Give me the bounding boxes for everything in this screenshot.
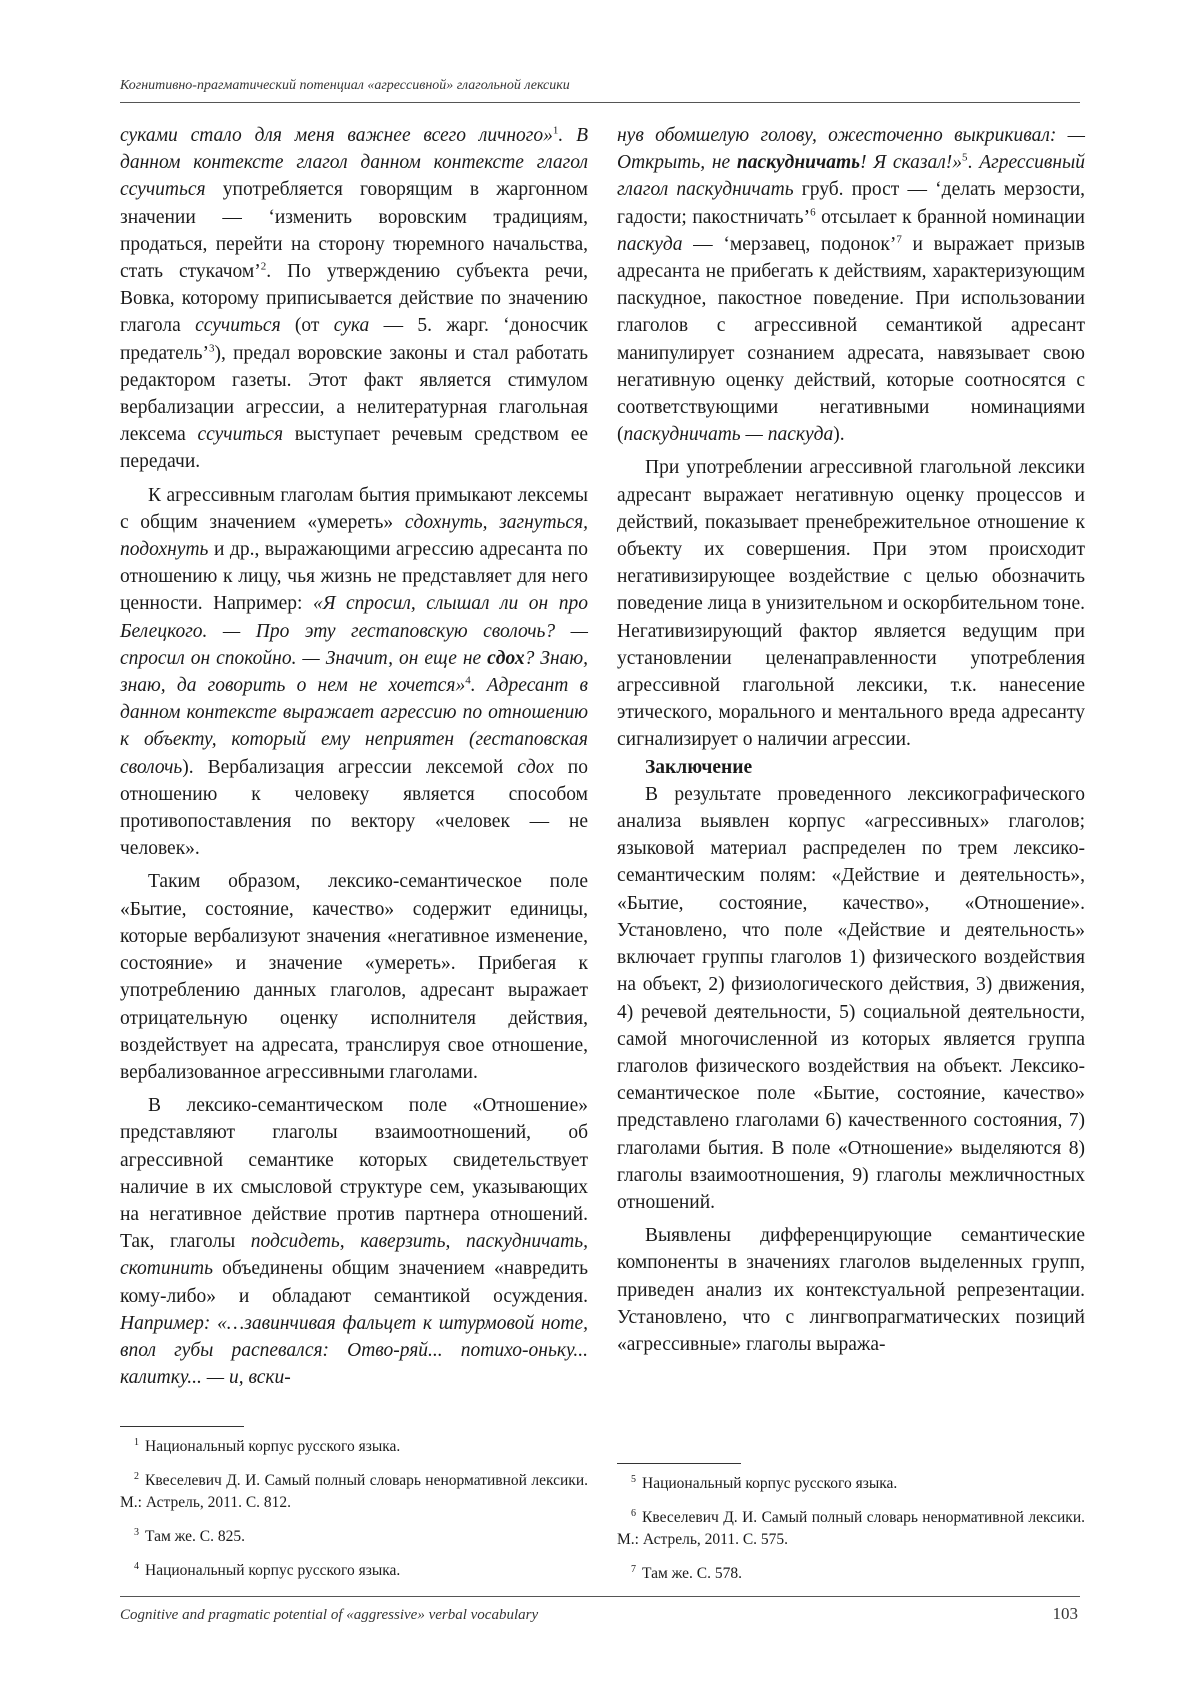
footnotes-right (617, 1473, 1085, 1597)
page-number: 103 (1052, 1604, 1078, 1623)
header-rule (120, 102, 1080, 103)
paragraph: нув обомшелую голову, ожесточенно выкрикивал: — Открыть, не паскудничать! Я сказал!»$^5$. Агрессивный глагол паскудничать груб. прост — ‘делать мерзости, гадости; пакостничать’$^6$ отсылает к бранной номинации паскуда — ‘мерзавец, подонок’$^7$ и выражает призыв адресанта не прибегать к действиям, характеризующим паскудное, пакостное поведение. При использовании глаголов с агрессивной семантикой адресант манипулирует сознанием адресата, навязывает свою негативную оценку действий, которые соотносятся с соответствующими негативными номинациями (паскудничать — паскуда). (617, 125, 1086, 446)
paragraph: Выявлены дифференцирующие семантические компоненты в значениях глаголов выделенных групп, приведен анализ их контекстуальной репрезентации. Установлено, что с лингвопрагматических позиций «агрессивные» глаголы выража- (617, 1225, 1085, 1355)
right-column (617, 122, 1085, 1358)
paragraph: суками стало для меня важнее всего личного»$^1$. В данном контексте глагол данном контексте глагол ссучиться употребляется говорящим в жаргонном значении — ‘изменить воровским традициям, продаться, перейти на сторону тюремного начальства, стать стукачом’$^2$. По утверждению субъекта речи, Вовка, которому приписывается действие по значению глагола ссучиться (от сука — 5. жарг. ‘доносчик предатель’$^3$), предал воровские законы и стал работать редактором газеты. Этот факт является стимулом вербализации агрессии, а нелитературная глагольная лексема ссучиться выступает речевым средством ее передачи. (120, 124, 588, 473)
footnote: $^5$ Национальный корпус русского языка. (631, 1473, 898, 1492)
footnote-rule (120, 1426, 244, 1427)
running-footer: Cognitive and pragmatic potential of «aggressive» verbal vocabulary (120, 1607, 539, 1623)
footnote: $^6$ Квеселевич Д. И. Самый полный словарь ненормативной лексики. М.: Астрель, 2011. С. 575. (617, 1507, 1085, 1548)
footnote: $^7$ Там же. С. 578. (631, 1563, 742, 1582)
paragraph: В лексико-семантическом поле «Отношение» представляют глаголы взаимоотношений, об агрессивной семантике которых свидетельствует наличие в их смысловой структуре сем, указывающих на негативное действие против партнера отношений. Так, глаголы подсидеть, каверзить, паскудничать, скотинить объединены общим значением «навредить кому-либо» и обладают семантикой осуждения. Например: «…завинчивая фальцет к штурмовой ноте, впол губы распевался: Отво-ряй... потихо-оньку... калитку... — и, вски- (120, 1095, 588, 1389)
footnote-rule (617, 1463, 741, 1464)
footnote: $^3$ Там же. С. 825. (134, 1526, 245, 1545)
footnote: $^4$ Национальный корпус русского языка. (134, 1560, 401, 1579)
footnotes-left (120, 1436, 588, 1594)
footnote: $^1$ Национальный корпус русского языка. (134, 1436, 401, 1455)
footnote: $^2$ Квеселевич Д. И. Самый полный словарь ненормативной лексики. М.: Астрель, 2011. С. 812. (120, 1470, 588, 1511)
paragraph: При употреблении агрессивной глагольной лексики адресант выражает негативную оценку процессов и действий, показывает пренебрежительное отношение к объекту их совершения. При этом происходит негативизирующее воздействие с целью обозначить поведение лица в унизительном и оскорбительном тоне. Негативизирующий фактор является ведущим при установлении целенаправленности употребления агрессивной глагольной лексики, т.к. нанесение этического, морального и ментального вреда адресанту сигнализирует о наличии агрессии. (617, 457, 1085, 751)
running-header: Когнитивно-прагматический потенциал «агрессивной» глагольной лексики (120, 78, 570, 93)
section-heading: Заключение (645, 756, 753, 778)
left-column (120, 122, 588, 1391)
paragraph: Таким образом, лексико-семантическое поле «Бытие, состояние, качество» содержит единицы, которые вербализуют значения «негативное изменение, состояние» и значение «умереть». Прибегая к употреблению данных глаголов, адресант выражает отрицательную оценку исполнителя действия, воздействует на адресата, транслируя свое отношение, вербализованное агрессивными глаголами. (120, 871, 588, 1083)
paragraph: В результате проведенного лексикографического анализа выявлен корпус «агрессивных» глаголов; языковой материал распределен по трем лексико-семантическим полям: «Действие и деятельность», «Бытие, состояние, качество», «Отношение». Установлено, что поле «Действие и деятельность» включает группы глаголов 1) физического воздействия на объект, 2) физиологического действия, 3) движения, 4) речевой деятельности, 5) социальной деятельности, самой многочисленной из которых является группа глаголов физического воздействия на объект. Лексико-семантическое поле «Бытие, состояние, качество» представлено глаголами 6) качественного состояния, 7) глаголами бытия. В поле «Отношение» выделяются 8) глаголы взаимоотношения, 9) глаголы межличностных отношений. (617, 783, 1085, 1213)
footer-rule (120, 1596, 1080, 1597)
paragraph: К агрессивным глаголам бытия примыкают лексемы с общим значением «умереть» сдохнуть, загнуться, подохнуть и др., выражающими агрессию адресанта по отношению к лицу, чья жизнь не представляет для него ценности. Например: «Я спросил, слышал ли он про Белецкого. — Про эту гестаповскую сволочь? — спросил он спокойно. — Значит, он еще не сдох? Знаю, знаю, да говорить о нем не хочется»$^4$. Адресант в данном контексте выражает агрессию по отношению к объекту, который ему неприятен (гестаповская сволочь). Вербализация агрессии лексемой сдох по отношению к человеку является способом противопоставления по вектору «человек — не человек». (120, 484, 589, 860)
